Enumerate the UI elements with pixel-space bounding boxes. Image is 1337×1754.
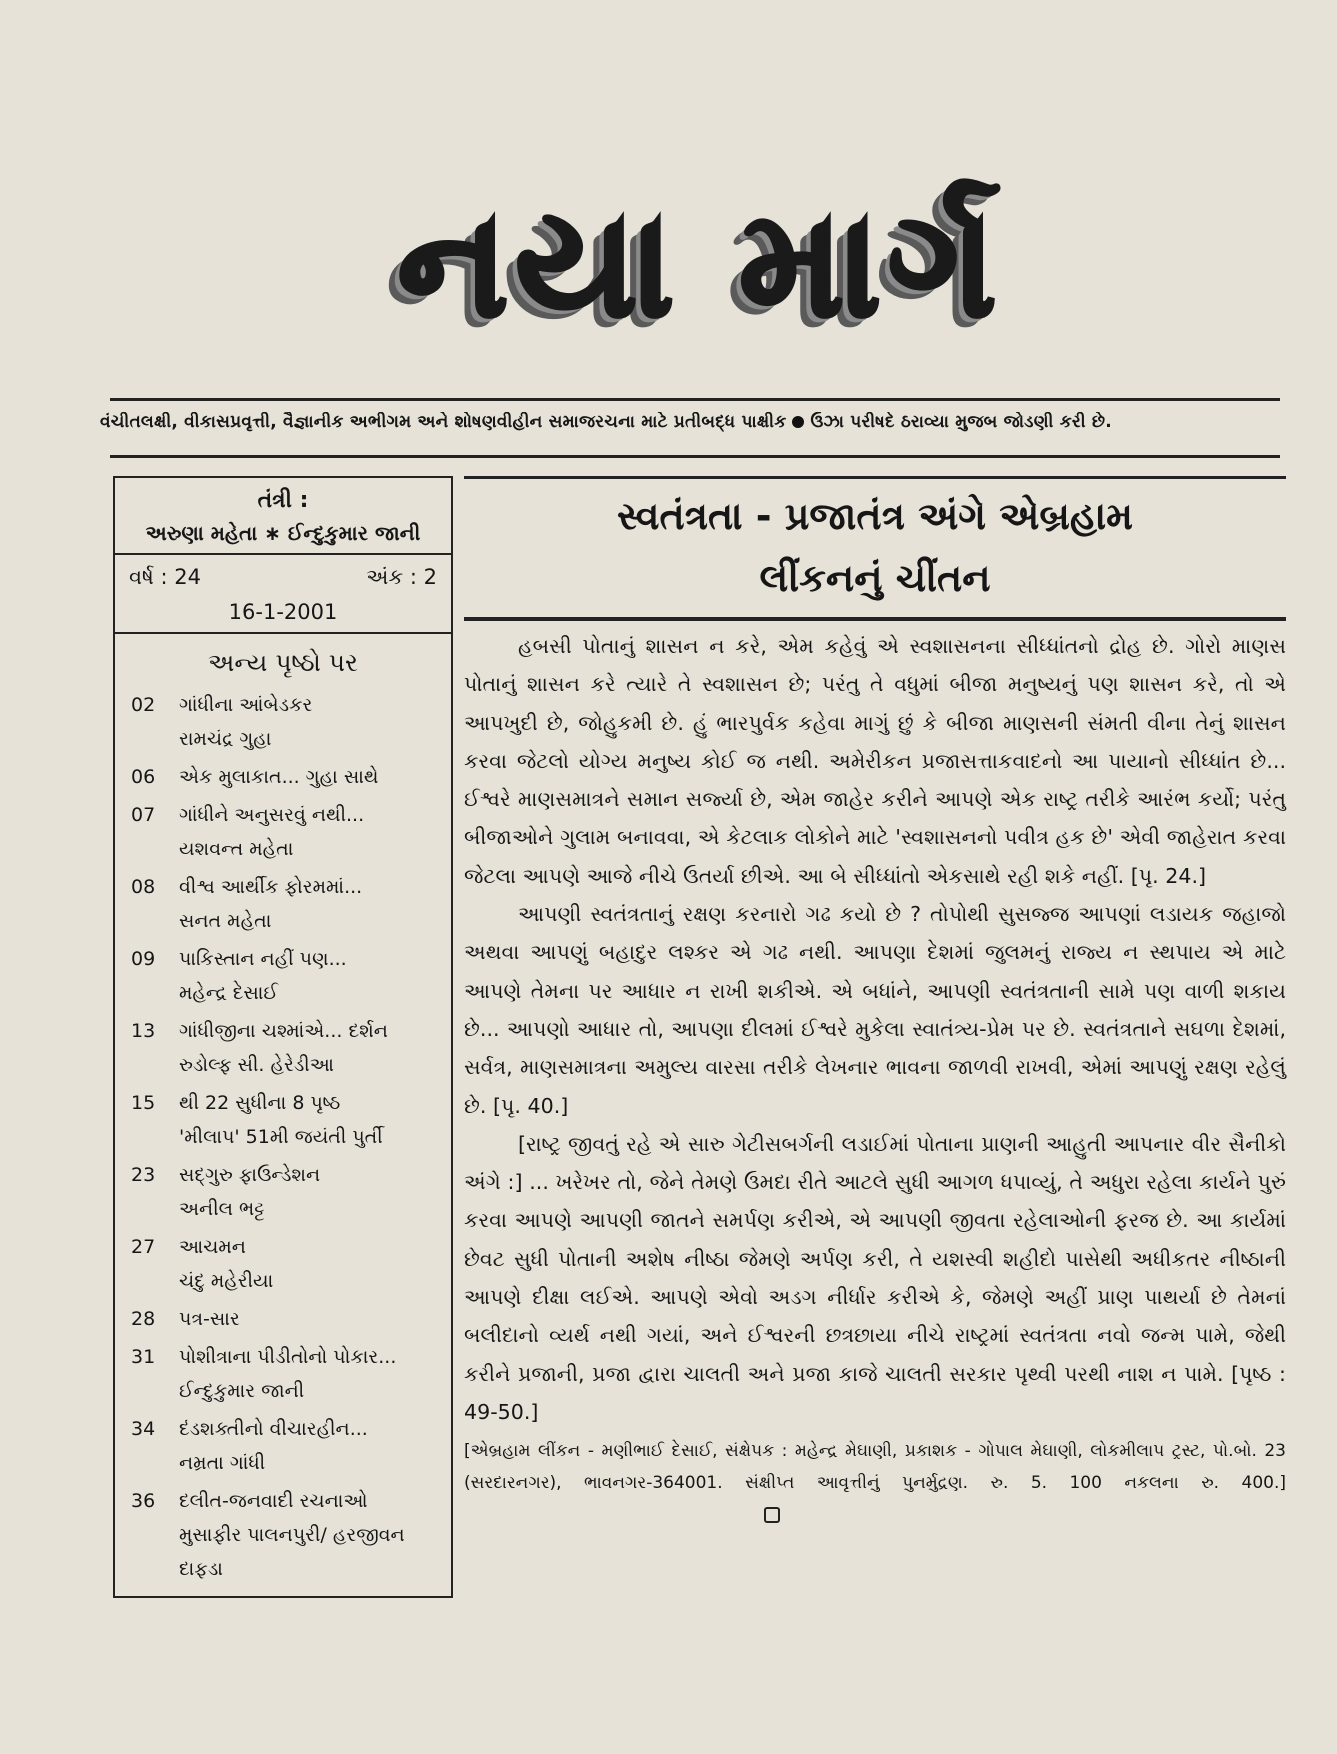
- contents-item[interactable]: [131, 760, 451, 794]
- contents-page: 36: [131, 1490, 156, 1512]
- contents-title-text: થી 22 સુધીના 8 પૃષ્ઠ: [179, 1092, 341, 1114]
- contents-page: 09: [131, 948, 156, 970]
- contents-title-text: દંડશક્તીનો વીચારહીન...: [179, 1418, 368, 1440]
- contents-page: 07: [131, 804, 156, 826]
- contents-page: 27: [131, 1236, 156, 1258]
- article-paragraph: [રાષ્ટ્ર જીવતું રહે એ સારુ ગેટીસબર્ગની લડાઈમાં પોતાના પ્રાણની આહુતી આપનાર વીર સૈનીકો અંગે :] ... ખરેખર તો, જેને તેમણે ઉમદા રીતે આટલે સુધી આગળ ધપાવ્યું, તે અધુરા રહેલા કાર્યને પુરું કરવા આપણે આપણી જાતને સમર્પણ કરીએ, એ આપણી જીવતા રહેલાઓની ફરજ છે. આ કાર્યમાં છેવટ સુધી પોતાની અશેષ નીષ્ઠા જેમણે અર્પણ કરી, તે યશસ્વી શહીદો પાસેથી અધીકતર નીષ્ઠાની આપણે દીક્ષા લઈએ. આપણે એવો અડગ નીર્ધાર કરીએ કે, જેમણે અહીં પ્રાણ પાથર્યા છે તેમનાં બલીદાનો વ્યર્થ નથી ગયાં, અને ઈશ્વરની છત્રછાયા નીચે રાષ્ટ્રમાં સ્વતંત્રતા નવો જન્મ પામે, જેથી કરીને પ્રજાની, પ્રજા દ્વારા ચાલતી અને પ્રજા કાજે ચાલતી સરકાર પૃથ્વી પરથી નાશ ન પામે. [પૃષ્ઠ : 49-50.]: [464, 1131, 1286, 1424]
- end-square-icon: [764, 1507, 780, 1523]
- contents-author: સનત મહેતા: [179, 910, 272, 932]
- issue-block: [115, 555, 451, 634]
- contents-item[interactable]: [131, 1302, 451, 1336]
- sidebar: [113, 476, 451, 1716]
- masthead-logo: [220, 150, 1180, 380]
- contents-page: 02: [131, 694, 156, 716]
- contents-item[interactable]: [131, 1086, 451, 1154]
- contents-item[interactable]: [131, 1230, 451, 1298]
- article-citation: [464, 1435, 1286, 1531]
- tagline-bottom-rule: [110, 455, 1280, 458]
- contents-title-text: પત્ર-સાર: [179, 1308, 240, 1330]
- contents-item[interactable]: [131, 798, 451, 866]
- editor-label: તંત્રી :: [257, 488, 309, 513]
- tagline-top-rule: [110, 398, 1280, 401]
- article-title-line1: સ્વતંત્રતા - પ્રજાતંત્ર અંગે એબ્રહામ: [616, 494, 1134, 538]
- article-title-line2: લીંકનનું ચીંતન: [759, 556, 991, 600]
- contents-author: ઈન્દુકુમાર જાની: [179, 1380, 305, 1402]
- editor-block: [115, 478, 451, 555]
- contents-title-text: એક મુલાકાત... ગુહા સાથે: [179, 766, 379, 788]
- contents-item[interactable]: [131, 1340, 451, 1408]
- contents-title-text: આચમન: [179, 1236, 246, 1258]
- contents-author: 'મીલાપ' 51મી જયંતી પુર્તી: [179, 1126, 383, 1148]
- contents-item[interactable]: [131, 1014, 451, 1082]
- article-paragraph: આપણી સ્વતંત્રતાનું રક્ષણ કરનારો ગઢ કયો છે ? તોપોથી સુસજ્જ આપણાં લડાયક જહાજો અથવા આપણું બહાદુર લશ્કર એ ગઢ નથી. આપણા દેશમાં જુલમનું રાજ્ય ન સ્થપાય એ માટે આપણે તેમના પર આધાર ન રાખી શકીએ. એ બધાંને, આપણી સ્વતંત્રતાની સામે પણ વાળી શકાય છે... આપણો આધાર તો, આપણા દીલમાં ઈશ્વરે મુકેલા સ્વાતંત્ર્ય-પ્રેમ પર છે. સ્વતંત્રતાને સઘળા દેશમાં, સર્વત્ર, માણસમાત્રના અમુલ્ય વારસા તરીકે લેખનાર ભાવના જાળવી રાખવી, એમાં આપણું રક્ષણ રહેલું છે. [પૃ. 40.]: [464, 902, 1286, 1118]
- sidebar-box: [113, 476, 453, 1598]
- contents-page: 06: [131, 766, 156, 788]
- contents-author: રામચંદ્ર ગુહા: [179, 728, 272, 750]
- contents-page: 08: [131, 876, 156, 898]
- contents-author: મુસાફીર પાલનપુરી/ હરજીવન દાફડા: [179, 1524, 405, 1580]
- contents-title-text: વીશ્વ આર્થીક ફોરમમાં...: [179, 876, 363, 898]
- article-paragraph: હબસી પોતાનું શાસન ન કરે, એમ કહેવું એ સ્વશાસનના સીધ્ધાંતનો દ્રોહ છે. ગોરો માણસ પોતાનું શાસન કરે ત્યારે તે સ્વશાસન છે; પરંતુ તે વધુમાં બીજા મનુષ્યનું પણ શાસન કરે, તો એ આપખુદી છે, જોહુકમી છે. હું ભારપુર્વક કહેવા માગું છું કે બીજા માણસની સંમતી વીના તેનું શાસન કરવા જેટલો યોગ્ય મનુષ્ય કોઈ જ નથી. અમેરીકન પ્રજાસત્તાકવાદનો આ પાયાનો સીધ્ધાંત છે... ઈશ્વરે માણસમાત્રને સમાન સર્જ્યા છે, એમ જાહેર કરીને આપણે એક રાષ્ટ્ર તરીકે આરંભ કર્યો; પરંતુ બીજાઓને ગુલામ બનાવવા, એ કેટલાક લોકોને માટે 'સ્વશાસનનો પવીત્ર હક છે' એવી જાહેરાત કરવા જેટલા આપણે આજે નીચે ઉતર્યા છીએ. આ બે સીધ્ધાંતો એકસાથે રહી શકે નહીં. [પૃ. 24.]: [464, 634, 1286, 888]
- issue-date: 16-1-2001: [228, 600, 338, 624]
- contents-title: અન્ય પૃષ્ઠો પર: [208, 648, 358, 677]
- masthead-title: નયા માર્ગ: [397, 176, 1003, 351]
- contents-title-text: ગાંધીજીના ચશ્માંએ... દર્શન: [179, 1020, 388, 1042]
- contents-block: [115, 648, 451, 1596]
- contents-title-text: પોશીત્રાના પીડીતોનો પોકાર...: [179, 1346, 397, 1368]
- contents-title-text: ગાંધીને અનુસરવું નથી...: [179, 804, 365, 826]
- contents-author: મહેન્દ્ર દેસાઈ: [179, 982, 279, 1004]
- citation-text: [એબ્રહામ લીંકન - મણીભાઈ દેસાઈ, સંક્ષેપક : મહેન્દ્ર મેઘાણી, પ્રકાશક - ગોપાલ મેઘાણી, લોકમીલાપ ટ્રસ્ટ, પો.બો. 23 (સરદારનગર), ભાવનગર-364001. સંક્ષીપ્ત આવૃત્તીનું પુનર્મુદ્રણ. રુ. 5. 100 નકલના રુ. 400.]: [464, 1441, 1286, 1494]
- contents-page: 34: [131, 1418, 156, 1440]
- title-bottom-rule: [464, 617, 1286, 621]
- contents-author: નમ્રતા ગાંધી: [179, 1452, 266, 1474]
- title-top-rule: [464, 476, 1286, 479]
- contents-title-text: દલીત-જનવાદી રચનાઓ: [179, 1490, 368, 1512]
- contents-title-text: સદ્‌ગુરુ ફાઉન્ડેશન: [179, 1164, 321, 1186]
- article: [464, 476, 1286, 1531]
- tagline: [100, 412, 1280, 432]
- contents-item[interactable]: [131, 1484, 451, 1586]
- issue-year: વર્ષ : 24: [129, 565, 201, 589]
- contents-title-text: પાકિસ્તાન નહીં પણ...: [179, 948, 347, 970]
- contents-title-text: ગાંધીના આંબેડકર: [179, 694, 313, 716]
- contents-author: રુડોલ્ફ સી. હેરેડીઆ: [179, 1054, 334, 1076]
- article-title: [464, 485, 1286, 609]
- tagline-right: ઉંઝા પરીષદે ઠરાવ્યા મુજબ જોડણી કરી છે.: [810, 412, 1112, 432]
- contents-item[interactable]: [131, 942, 451, 1010]
- contents-page: 28: [131, 1308, 156, 1330]
- contents-item[interactable]: [131, 1158, 451, 1226]
- contents-page: 15: [131, 1092, 156, 1114]
- bullet-dot-icon: [792, 416, 804, 428]
- contents-list: [115, 688, 451, 1586]
- tagline-left: વંચીતલક્ષી, વીકાસપ્રવૃત્તી, વૈજ્ઞાનીક અભીગમ અને શોષણવીહીન સમાજરચના માટે પ્રતીબદ્ધ પાક્ષીક: [100, 412, 787, 432]
- contents-page: 31: [131, 1346, 156, 1368]
- contents-item[interactable]: [131, 1412, 451, 1480]
- contents-page: 13: [131, 1020, 156, 1042]
- contents-author: ચંદુ મહેરીયા: [179, 1270, 274, 1292]
- contents-page: 23: [131, 1164, 156, 1186]
- contents-author: યશવન્ત મહેતા: [179, 838, 294, 860]
- contents-author: અનીલ ભટ્ટ: [179, 1198, 265, 1220]
- issue-number: અંક : 2: [366, 565, 437, 589]
- contents-item[interactable]: [131, 870, 451, 938]
- contents-item[interactable]: [131, 688, 451, 756]
- editor-names: અરુણા મહેતા ∗ ઈન્દુકુમાર જાની: [145, 521, 421, 545]
